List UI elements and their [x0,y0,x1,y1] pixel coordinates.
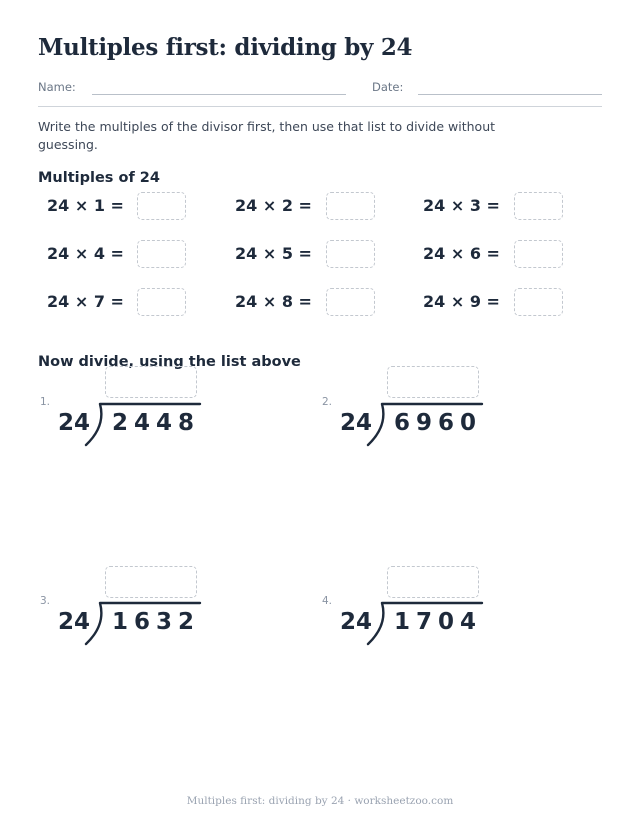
dividend: 6960 [394,410,483,436]
page-footer: Multiples first: dividing by 24 · worksheetzoo.com [186,795,454,807]
problem-number: 2. [322,396,333,408]
divisor: 24 [58,609,91,635]
quotient-answer-box[interactable] [105,366,197,398]
multiple-label: 24 × 8 = [235,292,312,311]
quotient-answer-box[interactable] [387,566,479,598]
quotient-answer-box[interactable] [387,366,479,398]
multiple-label: 24 × 2 = [235,196,312,215]
name-label: Name: [38,80,76,94]
name-field[interactable] [92,94,346,95]
multiples-heading: Multiples of 24 [38,170,160,186]
problem-number: 1. [40,396,51,408]
multiple-answer-box[interactable] [514,240,563,268]
multiple-label: 24 × 4 = [47,244,124,263]
multiple-answer-box[interactable] [514,288,563,316]
dividend: 1704 [394,609,483,635]
quotient-answer-box[interactable] [105,566,197,598]
multiple-label: 24 × 1 = [47,196,124,215]
multiple-label: 24 × 7 = [47,292,124,311]
dividend: 2448 [112,410,201,436]
multiple-answer-box[interactable] [326,288,375,316]
multiple-answer-box[interactable] [514,192,563,220]
divisor: 24 [340,410,373,436]
page-title: Multiples first: dividing by 24 [38,34,413,61]
divisor: 24 [58,410,91,436]
multiple-label: 24 × 3 = [423,196,500,215]
problem-number: 3. [40,595,51,607]
multiple-answer-box[interactable] [326,192,375,220]
multiple-label: 24 × 5 = [235,244,312,263]
multiple-answer-box[interactable] [137,192,186,220]
date-label: Date: [372,80,404,94]
header-divider [38,106,602,107]
multiple-label: 24 × 9 = [423,292,500,311]
date-field[interactable] [418,94,602,95]
multiple-answer-box[interactable] [326,240,375,268]
divisor: 24 [340,609,373,635]
multiple-label: 24 × 6 = [423,244,500,263]
problem-number: 4. [322,595,333,607]
division-heading: Now divide, using the list above [38,354,301,370]
instructions: Write the multiples of the divisor first, then use that list to divide without guessing. [38,119,496,152]
multiple-answer-box[interactable] [137,288,186,316]
multiple-answer-box[interactable] [137,240,186,268]
dividend: 1632 [112,609,201,635]
